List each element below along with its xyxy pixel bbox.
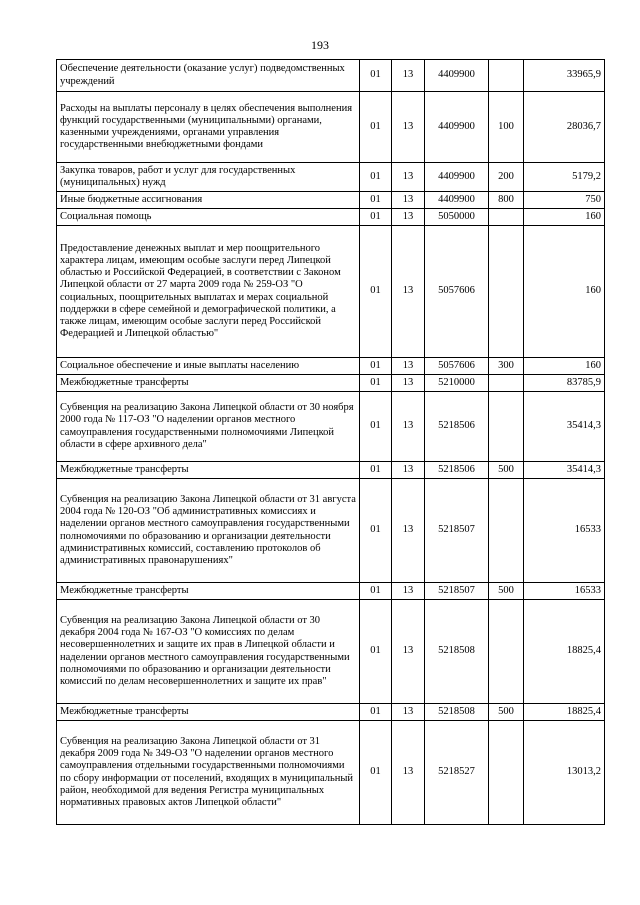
- row-amount: 750: [524, 192, 605, 209]
- row-expense-type: [489, 209, 524, 226]
- row-target-code: 5218508: [425, 704, 489, 721]
- table-row: [57, 479, 605, 583]
- row-section: 01: [360, 704, 392, 721]
- row-name: Субвенция на реализацию Закона Липецкой области от 30 декабря 2004 года № 167-ОЗ "О комиссиях по делам несовершеннолетних и защите их прав в Липецкой области и наделении органов местного самоуправления государственными полномочиями по образованию и организации деятельности комиссий по делам несовершеннолетних и защите их прав": [57, 600, 360, 704]
- row-name: Иные бюджетные ассигнования: [57, 192, 360, 209]
- row-name: Субвенция на реализацию Закона Липецкой области от 31 декабря 2009 года № 349-ОЗ "О наделении органов местного самоуправления отдельными государственными полномочиями по сбору информации от поселений, входящих в муниципальный район, необходимой для ведения Регистра муниципальных нормативных правовых актов Липецкой области": [57, 721, 360, 825]
- row-name: Социальное обеспечение и иные выплаты населению: [57, 358, 360, 375]
- row-expense-type: [489, 721, 524, 825]
- row-name: Расходы на выплаты персоналу в целях обеспечения выполнения функций государственными (муниципальными) органами, казенными учреждениями, органами управления государственными внебюджетными фондами: [57, 92, 360, 163]
- row-name: Предоставление денежных выплат и мер поощрительного характера лицам, имеющим особые заслуги перед Липецкой областью и Российской Федерацией, в соответствии с Законом Липецкой области от 27 марта 2009 года № 259-ОЗ "О социальных, поощрительных выплатах и мерах социальной поддержки в сфере семейной и демографической политики, а также лицам, имеющим особые заслуги перед Российской Федерацией и Липецкой областью": [57, 226, 360, 358]
- table-row: [57, 209, 605, 226]
- row-expense-type: 500: [489, 583, 524, 600]
- row-expense-type: 100: [489, 92, 524, 163]
- table-row: [57, 192, 605, 209]
- row-name: Обеспечение деятельности (оказание услуг) подведомственных учреждений: [57, 60, 360, 92]
- row-subsection: 13: [392, 226, 425, 358]
- table-row: [57, 226, 605, 358]
- row-name: Субвенция на реализацию Закона Липецкой области от 30 ноября 2000 года № 117-ОЗ "О наделении органов местного самоуправления государственными полномочиями Липецкой области в сфере архивного дела": [57, 392, 360, 462]
- row-amount: 160: [524, 358, 605, 375]
- row-expense-type: [489, 60, 524, 92]
- row-section: 01: [360, 209, 392, 226]
- row-target-code: 5218507: [425, 583, 489, 600]
- row-target-code: 4409900: [425, 60, 489, 92]
- row-subsection: 13: [392, 721, 425, 825]
- row-section: 01: [360, 392, 392, 462]
- row-subsection: 13: [392, 163, 425, 192]
- row-subsection: 13: [392, 392, 425, 462]
- table-row: [57, 92, 605, 163]
- row-subsection: 13: [392, 462, 425, 479]
- row-subsection: 13: [392, 583, 425, 600]
- row-section: 01: [360, 479, 392, 583]
- budget-table: [56, 59, 605, 825]
- row-target-code: 4409900: [425, 163, 489, 192]
- row-subsection: 13: [392, 209, 425, 226]
- row-section: 01: [360, 60, 392, 92]
- row-expense-type: 800: [489, 192, 524, 209]
- row-name: Межбюджетные трансферты: [57, 375, 360, 392]
- row-subsection: 13: [392, 60, 425, 92]
- row-subsection: 13: [392, 600, 425, 704]
- row-amount: 35414,3: [524, 462, 605, 479]
- table-row: [57, 358, 605, 375]
- table-row: [57, 462, 605, 479]
- row-section: 01: [360, 462, 392, 479]
- row-subsection: 13: [392, 375, 425, 392]
- row-subsection: 13: [392, 92, 425, 163]
- row-subsection: 13: [392, 704, 425, 721]
- row-amount: 18825,4: [524, 704, 605, 721]
- row-expense-type: [489, 375, 524, 392]
- row-target-code: 4409900: [425, 92, 489, 163]
- row-name: Межбюджетные трансферты: [57, 704, 360, 721]
- table-row: [57, 583, 605, 600]
- row-target-code: 5218507: [425, 479, 489, 583]
- row-section: 01: [360, 721, 392, 825]
- row-subsection: 13: [392, 192, 425, 209]
- row-expense-type: 200: [489, 163, 524, 192]
- table-row: [57, 60, 605, 92]
- row-amount: 28036,7: [524, 92, 605, 163]
- row-name: Закупка товаров, работ и услуг для государственных (муниципальных) нужд: [57, 163, 360, 192]
- row-target-code: 5057606: [425, 226, 489, 358]
- row-target-code: 5218506: [425, 392, 489, 462]
- row-target-code: 5218506: [425, 462, 489, 479]
- row-expense-type: [489, 479, 524, 583]
- row-amount: 160: [524, 226, 605, 358]
- table-row: [57, 375, 605, 392]
- row-section: 01: [360, 583, 392, 600]
- row-expense-type: [489, 600, 524, 704]
- row-expense-type: 500: [489, 704, 524, 721]
- row-expense-type: 300: [489, 358, 524, 375]
- row-section: 01: [360, 358, 392, 375]
- table-row: [57, 721, 605, 825]
- table-row: [57, 704, 605, 721]
- row-target-code: 5057606: [425, 358, 489, 375]
- row-section: 01: [360, 192, 392, 209]
- table-row: [57, 600, 605, 704]
- row-amount: 83785,9: [524, 375, 605, 392]
- row-section: 01: [360, 226, 392, 358]
- row-section: 01: [360, 600, 392, 704]
- row-expense-type: 500: [489, 462, 524, 479]
- row-amount: 160: [524, 209, 605, 226]
- row-expense-type: [489, 392, 524, 462]
- row-target-code: 5210000: [425, 375, 489, 392]
- row-expense-type: [489, 226, 524, 358]
- row-target-code: 5218527: [425, 721, 489, 825]
- row-name: Социальная помощь: [57, 209, 360, 226]
- row-amount: 13013,2: [524, 721, 605, 825]
- row-target-code: 5050000: [425, 209, 489, 226]
- row-amount: 35414,3: [524, 392, 605, 462]
- row-section: 01: [360, 92, 392, 163]
- row-amount: 18825,4: [524, 600, 605, 704]
- table-row: [57, 163, 605, 192]
- row-amount: 33965,9: [524, 60, 605, 92]
- table-row: [57, 392, 605, 462]
- row-amount: 16533: [524, 583, 605, 600]
- page-number: 193: [311, 38, 329, 52]
- row-subsection: 13: [392, 358, 425, 375]
- row-section: 01: [360, 163, 392, 192]
- row-name: Межбюджетные трансферты: [57, 583, 360, 600]
- row-amount: 5179,2: [524, 163, 605, 192]
- row-section: 01: [360, 375, 392, 392]
- row-name: Межбюджетные трансферты: [57, 462, 360, 479]
- row-name: Субвенция на реализацию Закона Липецкой области от 31 августа 2004 года № 120-ОЗ "Об административных комиссиях и наделении органов местного самоуправления государственными полномочиями по образованию и организации деятельности административных комиссий, составлению протоколов об административных правонарушениях": [57, 479, 360, 583]
- row-target-code: 4409900: [425, 192, 489, 209]
- row-target-code: 5218508: [425, 600, 489, 704]
- row-subsection: 13: [392, 479, 425, 583]
- row-amount: 16533: [524, 479, 605, 583]
